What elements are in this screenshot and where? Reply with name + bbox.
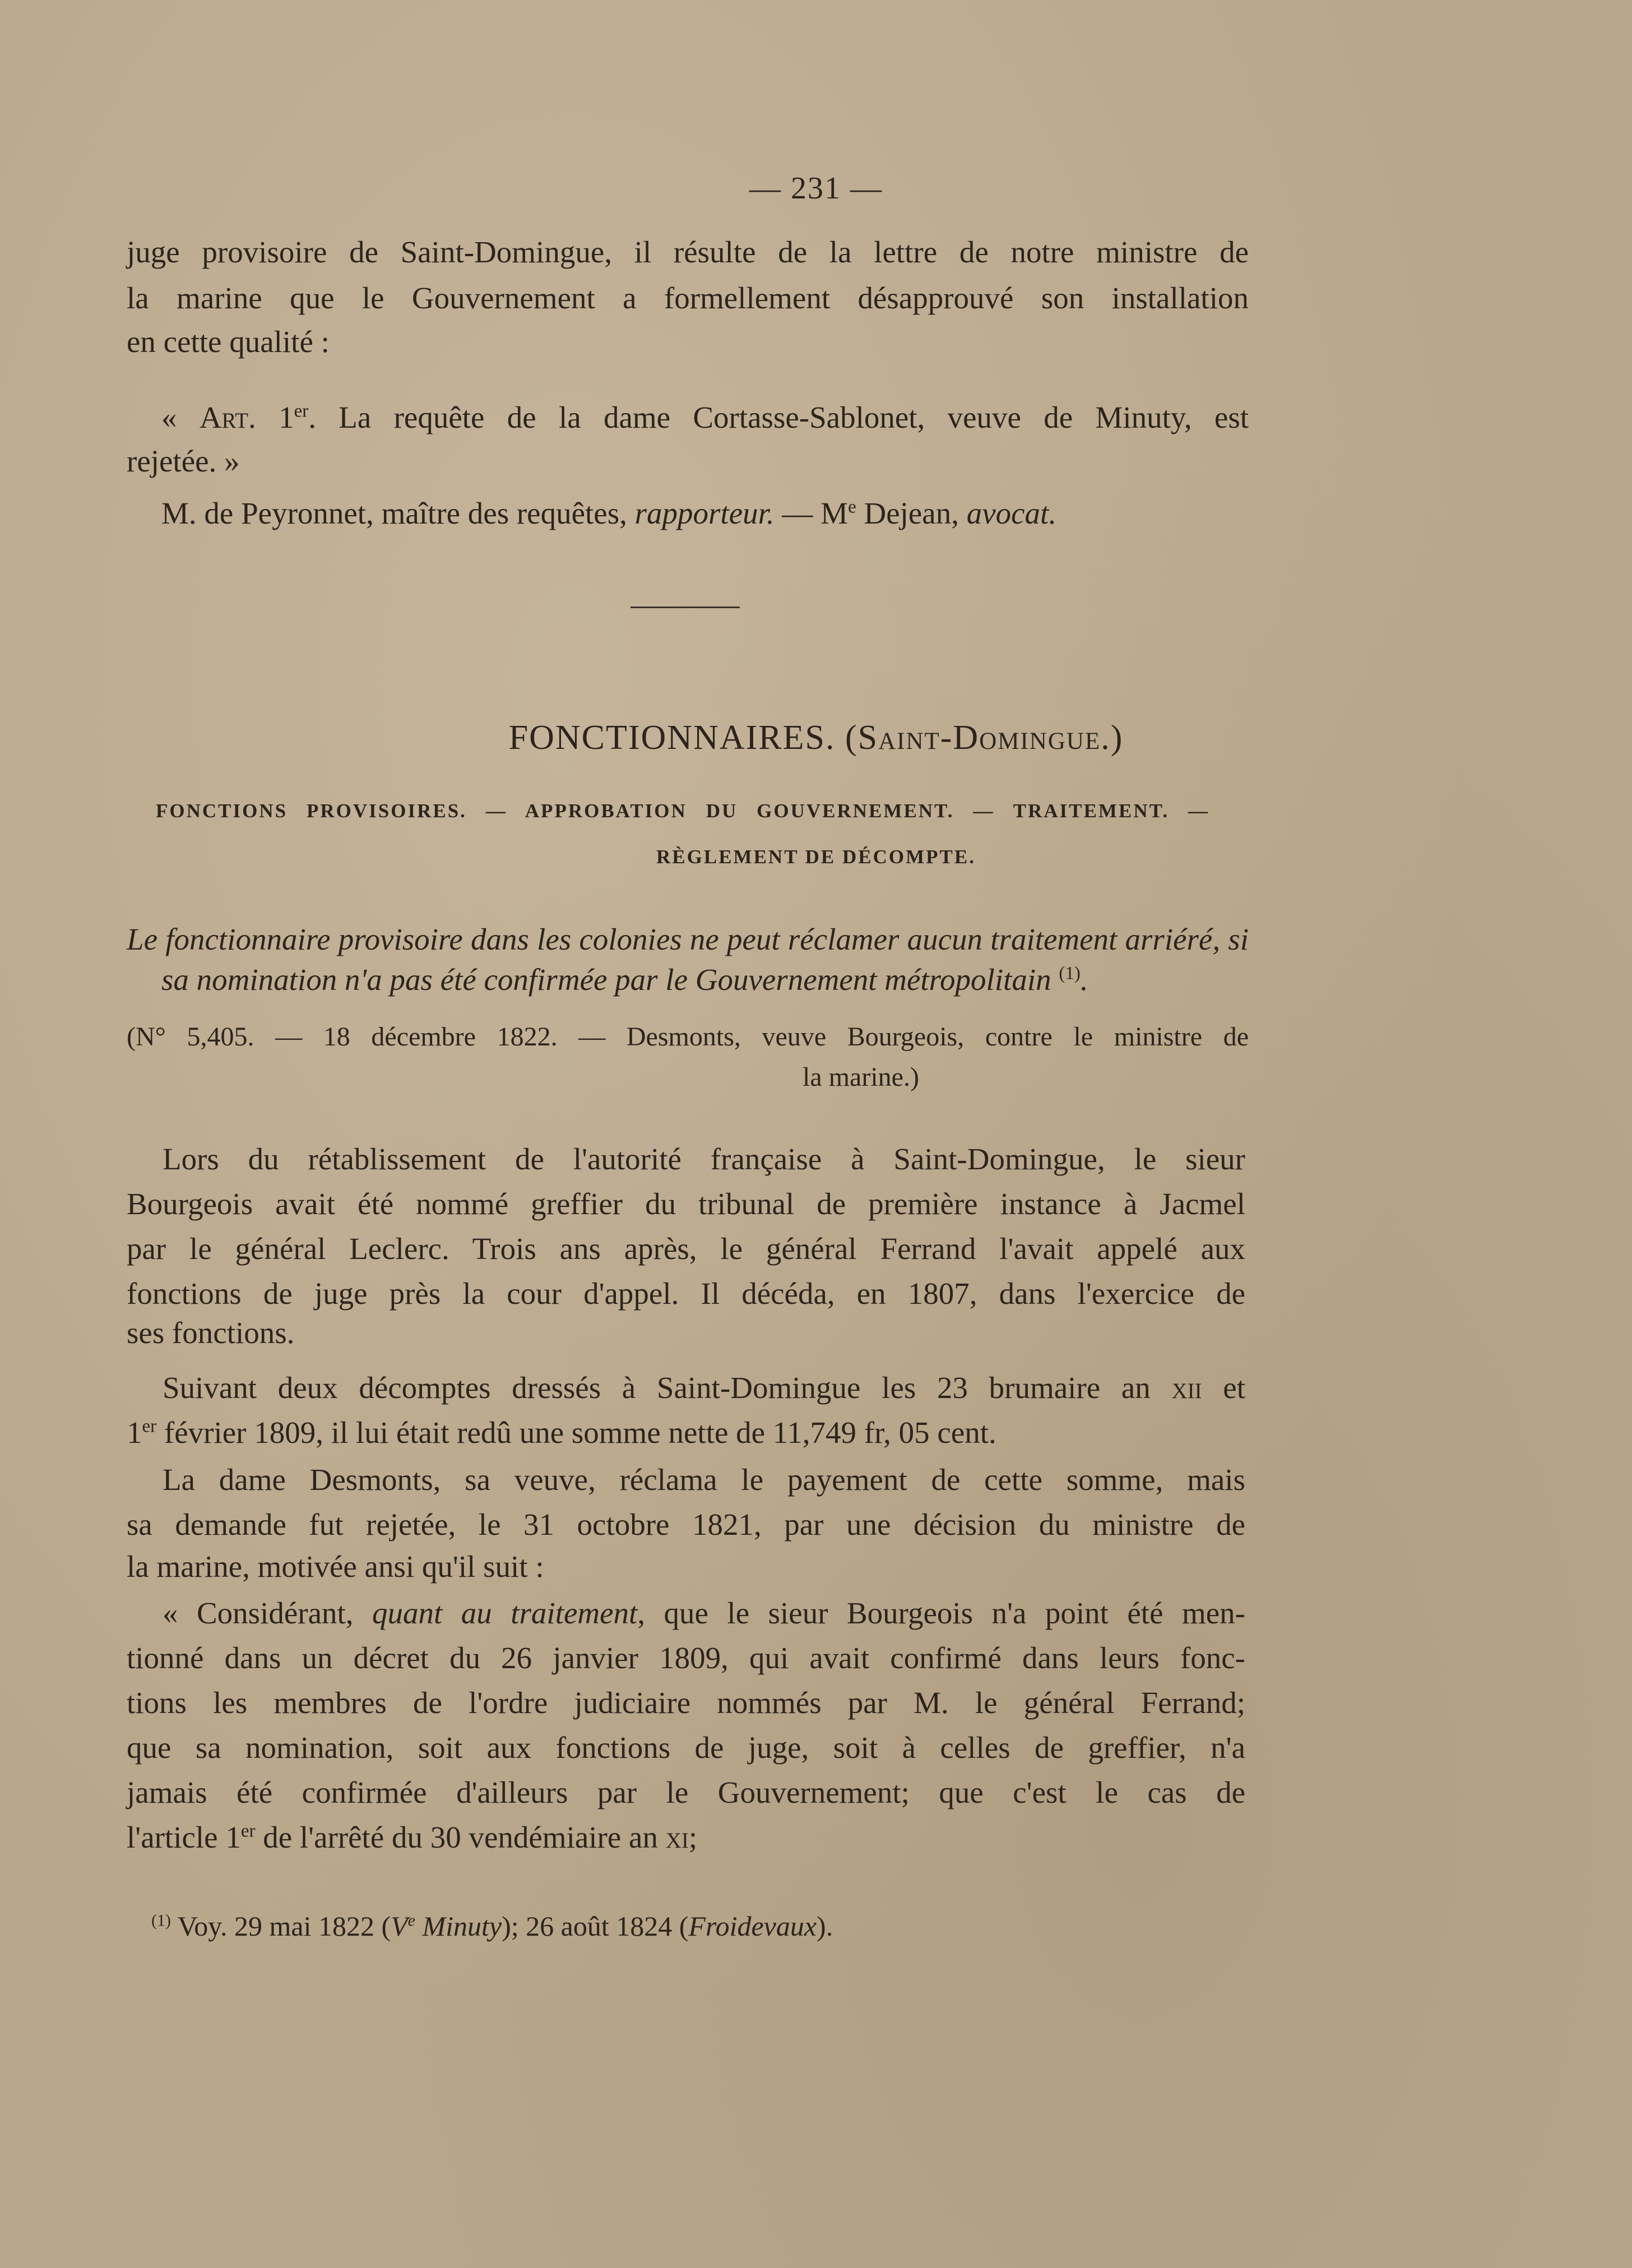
superscript: er xyxy=(294,401,309,422)
text-line: la marine que le Gouvernement a formellement désapprouvé son installation xyxy=(127,281,1249,315)
footnote-text: ); 26 août 1824 ( xyxy=(502,1910,689,1942)
text-span: de l'arrêté du 30 vendémiaire an xyxy=(255,1820,666,1854)
text-span: 1 xyxy=(127,1415,142,1450)
text-line xyxy=(127,1815,697,1860)
signature-text: M. de Peyronnet, maître des requêtes, xyxy=(161,496,635,530)
signature-text: — M xyxy=(774,496,849,530)
superscript: er xyxy=(240,1821,256,1841)
text-line xyxy=(163,1591,1245,1636)
heading-paren: ) xyxy=(1110,719,1124,757)
text-line: par le général Leclerc. Trois ans après, le général Ferrand l'avait appelé aux xyxy=(127,1232,1245,1266)
text-span: février 1809, il lui était redû une somme nette de 11,749 fr, 05 cent. xyxy=(156,1415,996,1450)
summary-text: . xyxy=(1080,962,1088,997)
article-line: rejetée. » xyxy=(127,444,240,478)
article-line xyxy=(161,395,1249,440)
article-label: Art. 1 xyxy=(199,400,294,434)
rubric-line: RÈGLEMENT DE DÉCOMPTE. xyxy=(656,846,976,868)
text-line: fonctions de juge près la cour d'appel. Il décéda, en 1807, dans l'exercice de xyxy=(127,1276,1245,1311)
heading-sub: Saint-Domingue. xyxy=(857,719,1111,757)
summary-line xyxy=(161,957,1088,1002)
signature-line xyxy=(161,491,1056,536)
footnote-ref: (1) xyxy=(1059,963,1081,984)
text-line: jamais été confirmée d'ailleurs par le Gouvernement; que c'est le cas de xyxy=(127,1775,1245,1809)
footnote-mark: (1) xyxy=(151,1911,171,1930)
text-line: en cette qualité : xyxy=(127,325,330,359)
separator-rule xyxy=(630,607,740,608)
footnote-italic: Froidevaux xyxy=(688,1910,817,1942)
summary-text: sa nomination n'a pas été confirmée par le Gouvernement métropolitain xyxy=(161,962,1051,997)
text-span: Suivant deux décomptes dressés à Saint-Domingue les 23 brumaire an xyxy=(163,1371,1172,1405)
avocat-role: avocat. xyxy=(966,496,1057,530)
case-reference: (N° 5,405. — 18 décembre 1822. — Desmonts, veuve Bourgeois, contre le ministre de xyxy=(127,1022,1249,1052)
italic-span: quant au traitement xyxy=(372,1596,638,1630)
text-line: tions les membres de l'ordre judiciaire nommés par M. le général Ferrand; xyxy=(127,1686,1245,1720)
footnote-text: ). xyxy=(817,1910,833,1942)
text-line: Bourgeois avait été nommé greffier du tribunal de première instance à Jacmel xyxy=(127,1187,1245,1221)
rapporteur-role: rapporteur. xyxy=(634,496,775,530)
text-span: ; xyxy=(688,1820,698,1854)
text-span: « Considérant, xyxy=(163,1596,372,1630)
text-line xyxy=(127,1410,996,1455)
text-line: sa demande fut rejetée, le 31 octobre 1821, par une décision du ministre de xyxy=(127,1507,1245,1542)
text-line: La dame Desmonts, sa veuve, réclama le payement de cette somme, mais xyxy=(163,1462,1245,1497)
page-number: — 231 — xyxy=(749,171,883,206)
text-line: ses fonctions. xyxy=(127,1316,295,1350)
text-line: Lors du rétablissement de l'autorité française à Saint-Domingue, le sieur xyxy=(163,1142,1245,1176)
roman-numeral: xii xyxy=(1171,1371,1202,1405)
heading-main: FONCTIONNAIRES. xyxy=(508,719,836,757)
rubric-line: FONCTIONS PROVISOIRES. — APPROBATION DU GOUVERNEMENT. — TRAITEMENT. — xyxy=(156,800,1209,822)
text-line: que sa nomination, soit aux fonctions de juge, soit à celles de greffier, n'a xyxy=(127,1730,1245,1765)
text-span: , que le sieur Bourgeois n'a point été men- xyxy=(637,1596,1245,1630)
article-text: . La requête de la dame Cortasse-Sablonet, veuve de Minuty, est xyxy=(308,400,1249,434)
superscript: e xyxy=(407,1911,415,1930)
text-span: l'article 1 xyxy=(127,1820,241,1854)
text-line: tionné dans un décret du 26 janvier 1809, qui avait confirmé dans leurs fonc- xyxy=(127,1641,1245,1675)
text-line: juge provisoire de Saint-Domingue, il résulte de la lettre de notre ministre de xyxy=(127,235,1249,269)
case-reference: la marine.) xyxy=(803,1062,919,1092)
text-span: et xyxy=(1202,1371,1245,1405)
summary-line: Le fonctionnaire provisoire dans les colonies ne peut réclamer aucun traitement arriéré, si xyxy=(127,922,1249,956)
superscript: e xyxy=(848,497,856,517)
signature-text: Dejean, xyxy=(856,496,967,530)
quote-open: « xyxy=(161,400,200,434)
footnote-italic: Minuty xyxy=(415,1910,502,1942)
text-line: la marine, motivée ansi qu'il suit : xyxy=(127,1549,544,1584)
section-heading xyxy=(0,715,1632,761)
footnote-text: Voy. 29 mai 1822 ( xyxy=(170,1910,391,1942)
footnote-italic: V xyxy=(391,1910,408,1942)
roman-numeral: xi xyxy=(665,1820,689,1854)
superscript: er xyxy=(142,1416,157,1437)
heading-paren: ( xyxy=(835,719,858,757)
text-line xyxy=(163,1366,1245,1410)
footnote xyxy=(151,1904,833,1948)
